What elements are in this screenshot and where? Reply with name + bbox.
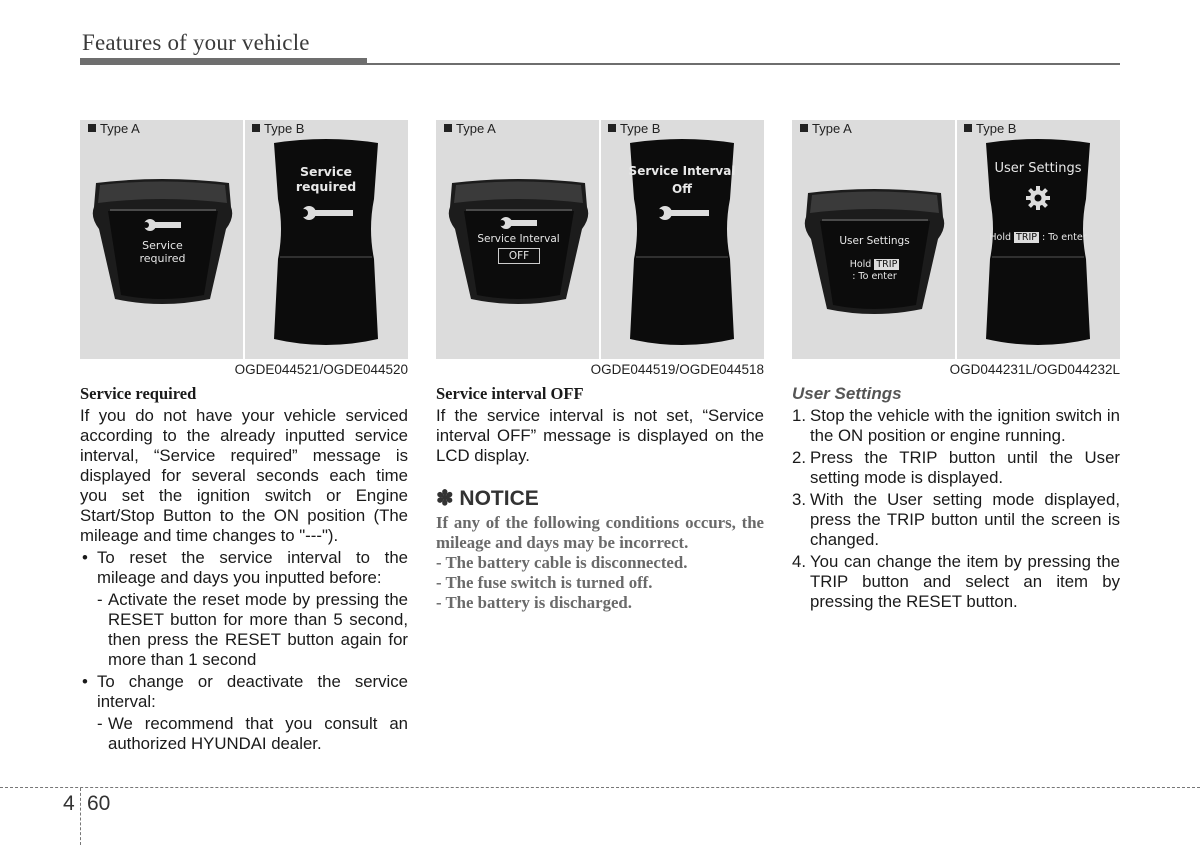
screen-hold-trip: Hold TRIP — [849, 259, 898, 270]
type-b-label: Type B — [252, 121, 304, 136]
screen-text: OFF — [508, 250, 530, 262]
section-title: Service required — [80, 384, 197, 403]
type-a-label: Type A — [800, 121, 852, 136]
page-header-title: Features of your vehicle — [82, 30, 310, 55]
footer-margin-rule — [80, 788, 81, 845]
column-service-required — [80, 384, 408, 754]
column-service-interval-off — [436, 384, 764, 613]
cluster-display-type-b — [270, 139, 382, 349]
footer-rule — [0, 787, 1200, 788]
bullet-item: • To reset the service interval to the mileage and days you inputted before: — [82, 548, 408, 587]
dash-item: - Activate the reset mode by pressing the RESET button for more than 5 second, then press the RESET button again for more than 1 second — [97, 590, 408, 669]
bullet-item: • To change or deactivate the service interval: — [82, 672, 408, 711]
type-a-label: Type A — [88, 121, 140, 136]
notice-line: - The fuse switch is turned off. — [436, 573, 653, 592]
header-rule — [367, 63, 1120, 65]
screen-text: Off — [672, 182, 692, 196]
section-title: Service interval OFF — [436, 384, 584, 403]
trip-button-glyph: TRIP — [1016, 232, 1037, 243]
numbered-step: 2. Press the TRIP button until the User setting mode is displayed. — [792, 448, 1120, 487]
panel-divider — [955, 120, 957, 359]
wrench-icon — [143, 215, 185, 240]
screen-hold-trip: Hold TRIP : To enter — [989, 232, 1087, 243]
numbered-step: 3. With the User setting mode displayed, press the TRIP button until the screen is changed. — [792, 490, 1120, 549]
type-a-label: Type A — [444, 121, 496, 136]
type-b-label: Type B — [608, 121, 660, 136]
numbered-step: 1. Stop the vehicle with the ignition switch in the ON position or engine running. — [792, 406, 1120, 445]
cluster-display-type-b — [626, 139, 738, 349]
gear-icon — [1025, 185, 1051, 216]
notice-line: - The battery cable is disconnected. — [436, 553, 688, 572]
figure-panel-service-required — [80, 120, 408, 359]
page-number: 60 — [87, 792, 111, 815]
notice-title: ✽ NOTICE — [436, 487, 539, 510]
screen-text: Service Interval — [628, 164, 736, 178]
figure-panel-user-settings — [792, 120, 1120, 359]
figure-panel-service-interval-off — [436, 120, 764, 359]
chapter-number: 4 — [63, 792, 75, 815]
notice-line: If any of the following conditions occurs, the mileage and days may be incorrect. — [436, 513, 764, 552]
notice-text — [436, 513, 764, 613]
cluster-display-type-a — [802, 187, 947, 317]
screen-text: required — [139, 252, 186, 265]
screen-text: User Settings — [994, 161, 1082, 176]
section-title: User Settings — [792, 384, 902, 403]
figure-caption: OGDE044519/OGDE044518 — [590, 362, 764, 377]
header-bar — [80, 58, 367, 65]
off-box — [498, 248, 540, 264]
column-user-settings — [792, 384, 1120, 612]
body-paragraph: If the service interval is not set, “Service interval OFF” message is displayed on the LCD display. — [436, 406, 764, 465]
panel-divider — [243, 120, 245, 359]
numbered-step: 4. You can change the item by pressing the TRIP button and select an item by pressing the RESET button. — [792, 552, 1120, 611]
screen-text: : To enter — [852, 271, 897, 282]
type-b-label: Type B — [964, 121, 1016, 136]
figure-caption: OGDE044521/OGDE044520 — [234, 362, 408, 377]
dash-item: - We recommend that you consult an authorized HYUNDAI dealer. — [97, 714, 408, 753]
screen-text: Service — [142, 239, 183, 252]
screen-text: Service required — [295, 164, 357, 194]
wrench-icon — [300, 201, 356, 230]
trip-button-glyph: TRIP — [876, 259, 898, 270]
body-paragraph: If you do not have your vehicle serviced according to the already inputted service interval, “Service required” message is displayed for several seconds each time you set the ignition switch or Engine Start/Stop Button to the ON position (The mileage and time changes to "---"). — [80, 406, 408, 545]
screen-text: Service Interval — [477, 233, 560, 245]
screen-text: User Settings — [839, 235, 910, 247]
cluster-display-type-a — [446, 177, 591, 307]
cluster-display-type-b — [982, 139, 1094, 349]
notice-line: - The battery is discharged. — [436, 593, 632, 612]
figure-caption: OGD044231L/OGD044232L — [949, 362, 1120, 377]
cluster-display-type-a — [90, 177, 235, 307]
panel-divider — [599, 120, 601, 359]
wrench-icon — [656, 201, 712, 230]
